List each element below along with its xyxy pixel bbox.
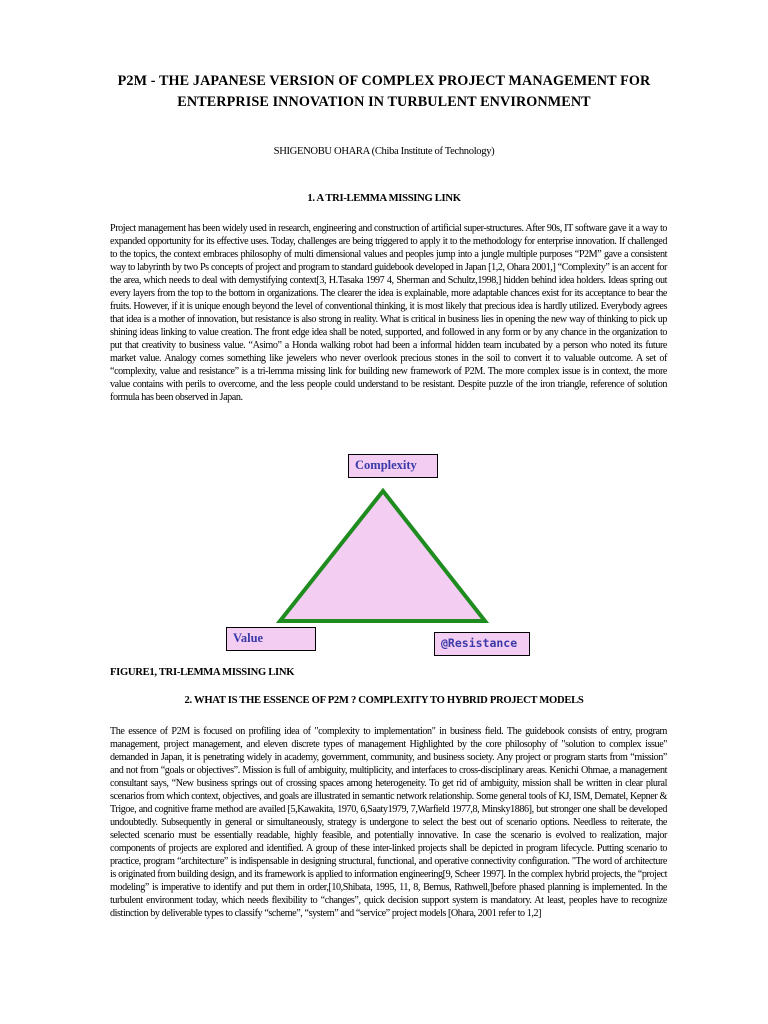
author-affiliation: SHIGENOBU OHARA (Chiba Institute of Technology) (273, 146, 495, 157)
section-1-heading: 1. A TRI-LEMMA MISSING LINK (307, 193, 461, 204)
figure-caption: FIGURE1, TRI-LEMMA MISSING LINK (110, 667, 295, 678)
section-2-heading: 2. WHAT IS THE ESSENCE OF P2M ? COMPLEXITY TO HYBRID PROJECT MODELS (184, 695, 584, 706)
section-1-paragraph: Project management has been widely used in research, engineering and construction of artificial super-structures. After 90s, IT software gave it a way to expanded opportunity for its effective uses. Today, challenges are being triggered to apply it to the methodology for enterprise innovation. If challenged to the topics, the context embraces philosophy of multi dimensional values and peoples jump into a jungle multiple purposes “P2M” gave a consistent way to labyrinth by two Ps concepts of project and program to standard guidebook developed in Japan [1,2, Ohara 2001,] “Complexity” is an accent for the area, which needs to deal with demystifying context[3, H.Tasaka 1997 4, Sherman and Schultz,1998,] hidden behind idea holders. Ideas spring out every layers from the top to the bottom in organizations. The clearer the idea is explainable, more adaptable chances exist for its acceptance to bear the fruits. However, if it is unique enough beyond the level of conventional thinking, it is most likely that precious idea is hardly utilized. Everybody agrees that idea is a mother of innovation, but resistance is also strong in reality. What is critical in business lies in opening the new way of thinking to pick up shining ideas linking to value creation. The front edge idea shall be noted, supported, and followed in any form or by any chance in the organization to put that creativity to business value. “Asimo” a Honda walking robot had been a informal hidden team incubated by a person who noted its future market value. Analogy comes something like jewelers who never overlook precious stones in the soil to convert it to valuable outcome. A set of “complexity, value and resistance” is a tri-lemma missing link for building new framework of P2M. The more complex issue is in context, the more value contains with perils to overcome, and the less people could understand to be resistant. Despite puzzle of the iron triangle, reference of solution formula has been observed in Japan. (110, 223, 667, 403)
paper-title-line-2: ENTERPRISE INNOVATION IN TURBULENT ENVIRONMENT (177, 94, 591, 110)
tri-lemma-triangle (280, 491, 485, 621)
paper-title-line-1: P2M - THE JAPANESE VERSION OF COMPLEX PROJECT MANAGEMENT FOR (117, 73, 651, 89)
value-label: Value (226, 627, 316, 651)
resistance-label: @Resistance (434, 632, 530, 656)
complexity-label: Complexity (348, 454, 438, 478)
section-2-paragraph: The essence of P2M is focused on profiling idea of "complexity to implementation" in business field. The guidebook consists of entry, program management, project management, and eleven discrete types of management Highlighted by the core philosophy of "solution to complex issue" demanded in Japan, it is penetrating widely in academy, government, community, and business society. Any project or program starts from “mission” and not from “goals or objectives”. Mission is full of ambiguity, multiplicity, and interfaces to cross-disciplinary areas. Kenichi Ohmae, a management consultant says, “New business springs out of crossing spaces among heterogeneity. To get rid of ambiguity, mission shall be written in clear plural scenarios from which context, objectives, and goals are illustrated in semantic network relationship. Some general tools of KJ, ISM, Dematel, Kepner & Trigoe, and cognitive frame method are availed [5,Kawakita, 1970, 6,Saaty1979, 7,Warfield 1977,8, Minsky1886], but stronger one shall be developed undoubtedly. Subsequently in general or simultaneously, strategy is undergone to select the best out of scenario options. Needless to reiterate, the selected scenario must be essentially readable, highly feasible, and potentially innovative. In case the scenario is evolved to realization, major components of projects are explored and identified. A group of these inter-linked projects shall be depicted in program lifecycle. Putting scenario to practice, program “architecture” is indispensable in designing structural, functional, and operative connectivity configuration. "The word of architecture is originated from building design, and its framework is applied to information engineering[9, Scheer 1997]. In the complex hybrid projects, the “project modeling” is imperative to identify and put them in order,[10,Shibata, 1995, 11, 8, Bemus, Rathwell,]before phased planning is implemented. In the turbulent environment today, which needs flexibility to “changes”, quick decision support system is mandatory. At least, peoples have to recognize distinction by deliverable types to classify “scheme”, “system” and “service” project models [Ohara, 2001 refer to 1,2] (110, 726, 667, 919)
